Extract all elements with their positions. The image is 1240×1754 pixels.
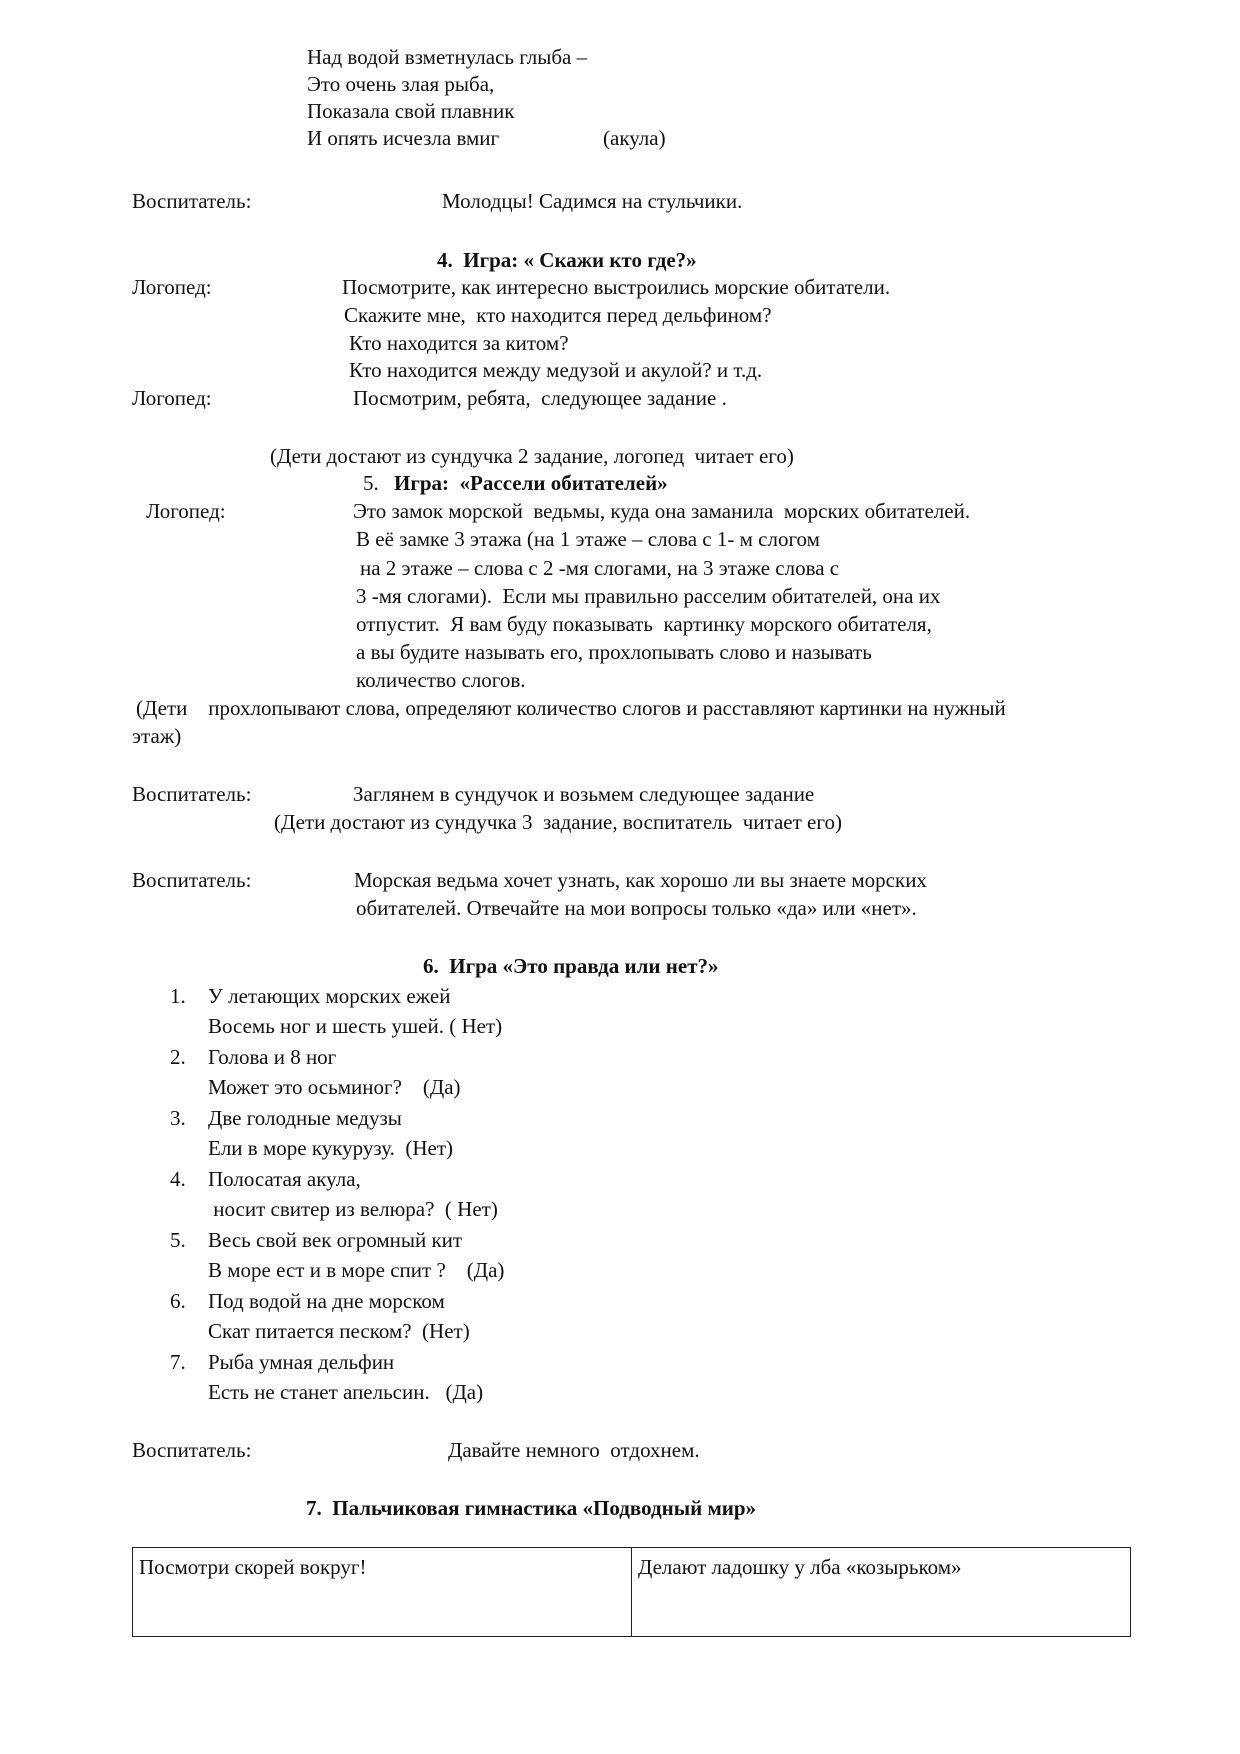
list-number: 4. — [170, 1167, 186, 1191]
stage-note: (Дети достают из сундучка 2 задание, логопед читает его) — [270, 444, 794, 468]
list-item-line: Восемь ног и шесть ушей. ( Нет) — [208, 1014, 503, 1038]
list-item-line: Рыба умная дельфин — [208, 1350, 395, 1374]
speech-text: количество слогов. — [356, 668, 526, 692]
speech-text: В её замке 3 этажа (на 1 этаже – слова с 1- м слогом — [356, 527, 820, 551]
speech-text: Кто находится между медузой и акулой? и т.д. — [349, 358, 763, 382]
list-item-line: носит свитер из велюра? ( Нет) — [208, 1197, 498, 1221]
list-item-line: Под водой на дне морском — [208, 1289, 445, 1313]
gymnastics-table — [132, 1547, 1131, 1637]
speech-text: Кто находится за китом? — [349, 331, 569, 355]
section-number: 5. — [363, 471, 379, 495]
speech-text: Давайте немного отдохнем. — [448, 1438, 700, 1462]
list-number: 6. — [170, 1289, 186, 1313]
list-item-line: Две голодные медузы — [208, 1106, 402, 1130]
speaker-label: Воспитатель: — [132, 782, 252, 806]
stage-note: (Дети достают из сундучка 3 задание, воспитатель читает его) — [274, 810, 842, 834]
speech-text: Заглянем в сундучок и возьмем следующее задание — [353, 782, 815, 806]
section-heading-game7: 7. Пальчиковая гимнастика «Подводный мир» — [306, 1496, 757, 1520]
list-item-line: Полосатая акула, — [208, 1167, 361, 1191]
speech-text: а вы будите называть его, прохлопывать слово и называть — [356, 640, 872, 664]
speaker-label: Логопед: — [132, 275, 212, 299]
list-item-line: Скат питается песком? (Нет) — [208, 1319, 470, 1343]
speech-text: Скажите мне, кто находится перед дельфином? — [344, 303, 772, 327]
list-number: 2. — [170, 1045, 186, 1069]
list-number: 1. — [170, 984, 186, 1008]
speech-text: на 2 этаже – слова с 2 -мя слогами, на 3 этаже слова с — [360, 556, 840, 580]
speech-text: Посмотрим, ребята, следующее задание . — [353, 386, 727, 410]
list-item-line: Весь свой век огромный кит — [208, 1228, 463, 1252]
list-number: 3. — [170, 1106, 186, 1130]
speech-text: Это замок морской ведьмы, куда она заманила морских обитателей. — [353, 499, 971, 523]
riddle-line: Показала свой плавник — [307, 99, 515, 123]
riddle-line: Это очень злая рыба, — [307, 72, 495, 96]
speech-text: обитателей. Отвечайте на мои вопросы только «да» или «нет». — [356, 896, 917, 920]
speaker-label: Воспитатель: — [132, 868, 252, 892]
speech-text: 3 -мя слогами). Если мы правильно расселим обитателей, она их — [356, 584, 941, 608]
list-item-line: Ели в море кукурузу. (Нет) — [208, 1136, 454, 1160]
riddle-answer: (акула) — [603, 126, 666, 150]
speaker-label: Воспитатель: — [132, 189, 252, 213]
speech-text: Молодцы! Садимся на стульчики. — [442, 189, 743, 213]
section-heading-game5: Игра: «Рассели обитателей» — [394, 471, 668, 495]
table-cell-verse: Посмотри скорей вокруг! — [133, 1548, 632, 1637]
speech-text: отпустит. Я вам буду показывать картинку морского обитателя, — [356, 612, 932, 636]
list-item-line: В море ест и в море спит ? (Да) — [208, 1258, 505, 1282]
speech-text: Морская ведьма хочет узнать, как хорошо ли вы знаете морских — [354, 868, 927, 892]
stage-note: (Дети прохлопывают слова, определяют количество слогов и расставляют картинки на нужный — [136, 696, 1006, 720]
section-heading-game6: 6. Игра «Это правда или нет?» — [423, 954, 719, 978]
table-cell-action: Делают ладошку у лба «козырьком» — [632, 1548, 1131, 1637]
list-item-line: У летающих морских ежей — [208, 984, 451, 1008]
list-item-line: Может это осьминог? (Да) — [208, 1075, 461, 1099]
speaker-label: Логопед: — [146, 499, 226, 523]
list-item-line: Голова и 8 ног — [208, 1045, 337, 1069]
stage-note: этаж) — [132, 724, 182, 748]
section-heading-game4: 4. Игра: « Скажи кто где?» — [437, 248, 697, 272]
list-item-line: Есть не станет апельсин. (Да) — [208, 1380, 484, 1404]
list-number: 5. — [170, 1228, 186, 1252]
speech-text: Посмотрите, как интересно выстроились морские обитатели. — [342, 275, 891, 299]
riddle-line: Над водой взметнулась глыба – — [307, 45, 588, 69]
riddle-line: И опять исчезла вмиг — [307, 126, 500, 150]
speaker-label: Воспитатель: — [132, 1438, 252, 1462]
speaker-label: Логопед: — [132, 386, 212, 410]
list-number: 7. — [170, 1350, 186, 1374]
table-row — [133, 1548, 1131, 1637]
